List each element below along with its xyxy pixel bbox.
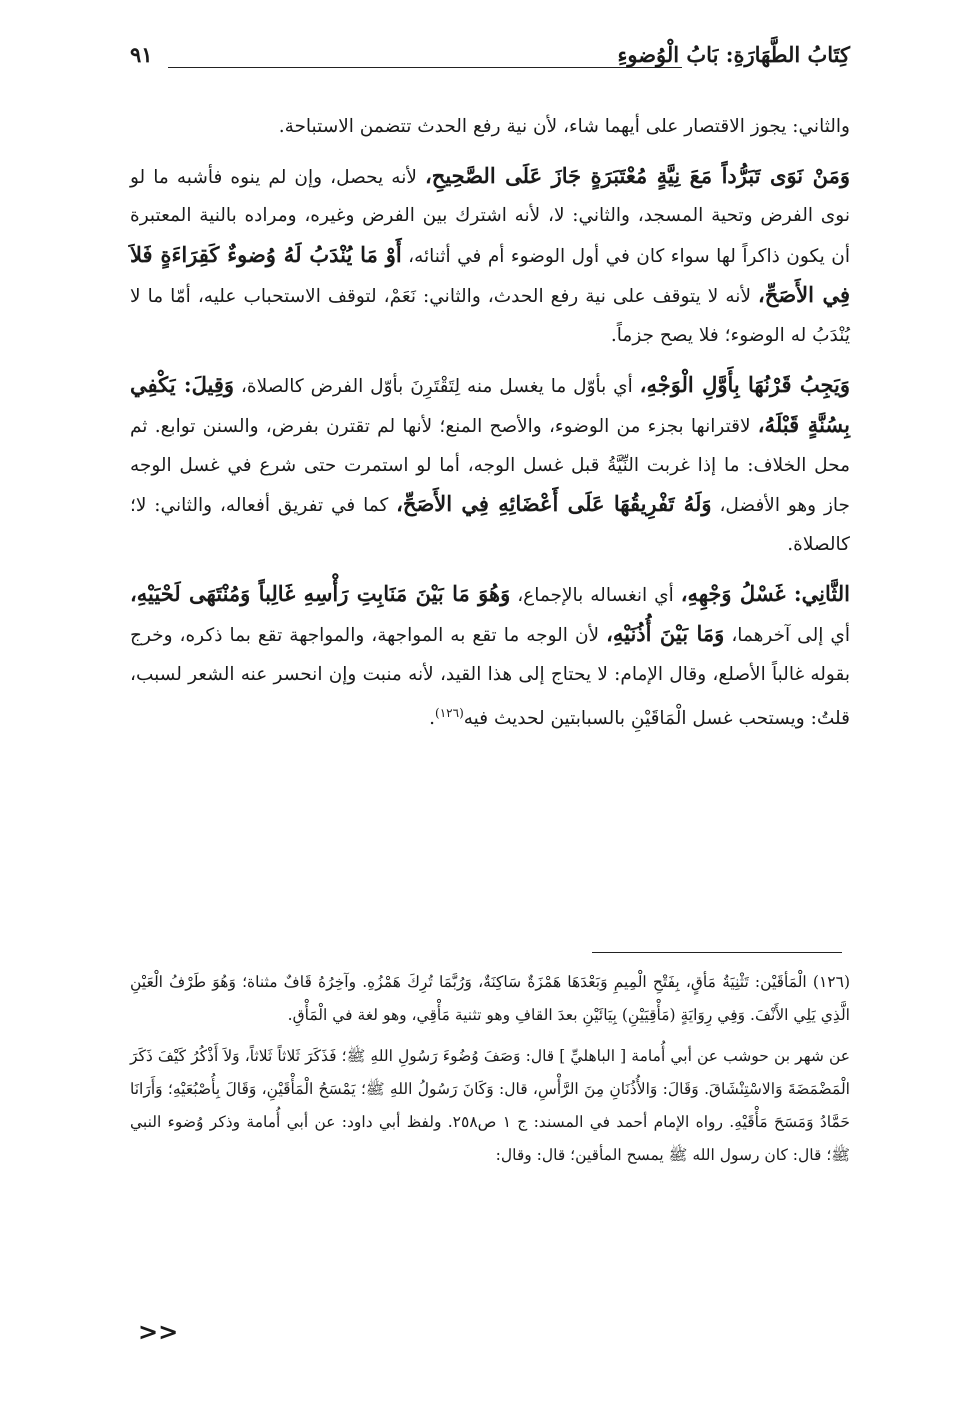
footnote-126: (١٢٦) الْمَأقَيْن: تَثْنِيَةُ مَأقٍ، بِفَتْحِ الْمِيمِ وَبَعْدَهَا هَمْزَةٌ سَاكِنَةٌ، وَرُبَّمَا تُرِكَ هَمْزُهِ. وآخِرُهُ قَافٌ مثناة؛ وَهُوَ طَرْفُ الْعَيْنِ الَّذِي يَلِي الأَنْفَ. وَفِي رِوَايَةٍ (مَأْقِيَيْنِ) بِيَائَيْنِ بعدَ القافِ وهو تثنية مَأْقِي، وهو لغة في الْمَأْقِ. — [130, 973, 850, 1024]
header-rule — [168, 67, 682, 68]
matn-text: أَوْ مَا يُنْدَبُ لَهُ وُضوءٌ كَقِرَاءَةٍ فَلاَ فِي الأَصَحِّ، — [130, 241, 850, 308]
footnotes — [130, 966, 850, 1172]
commentary-text: كما في تفريق أفعاله، والثاني: لا؛ كالصلاة. — [130, 495, 850, 555]
footnote-reference: (١٢٦) — [435, 706, 464, 721]
matn-text: وَهُوَ مَا بَيْنَ مَنَابِتِ رَأْسِهِ غَالِباً وَمُنْتَهَى لَحْيَيْهِ، — [130, 580, 511, 606]
matn-text: وَمَنْ نَوَى تَبَرُّداً مَعَ نِيَّةٍ مُعْتَبَرَةٍ جَازَ عَلَى الصَّحِيحِ، — [424, 162, 851, 188]
commentary-text: أي بأوّل ما يغسل منه لِتَقْتَرِنَ بأوّل الفرض كالصلاة، — [234, 375, 640, 397]
footnote-hadith: عن شهر بن حوشب عن أبي أُمامة [ الباهليِّ ] قال: وَصَفَ وُضُوءَ رَسُولِ اللهِ ﷺ؛ فَذَكَرَ ثَلاثاً ثَلاثاً، وَلاَ أَذْكُرُ كَيْفَ ذَكَرَ الْمَضْمَضَةَ وَالاسْتِنْشَاقَ. وَقَالَ: وَالأُذُنَانِ مِنَ الرَّأْسِ، قال: وَكَانَ رَسُولُ اللهِ ﷺ؛ يَمْسَحُ الْمَأْقَيْنِ، وَقَالَ بِأُصْبُعَيْهِ؛ وَأَرَانَا حَمَّادُ وَمَسَحَ مَأْقَيْهِ. رواه الإمام أحمد في المسند: ج ١ ص٢٥٨. ولفظ أبي داود: عن أبي أُمامة وذكر وُضوء النبي ﷺ؛ قال: كان رسول الله ﷺ يمسح المأقين؛ قال: وقال: — [130, 1047, 851, 1164]
paragraph — [130, 366, 850, 565]
matn-text: وَيَجِبُ قَرْنُهَا بِأَوَّلِ الْوَجْهِ، — [639, 371, 851, 397]
page-number: ٩١ — [130, 42, 153, 67]
commentary-text: أي إلى آخرهما، — [724, 625, 850, 647]
matn-text: وَلَهُ تَفْرِيقُهَا عَلَى أَعْضَائِهِ فِي الأَصَحِّ، — [396, 491, 712, 517]
running-title: كِتَابُ الطَّهَارَةِ: بَابُ الْوُضوءِ — [617, 42, 850, 67]
continuation-mark: << — [138, 1318, 179, 1346]
commentary-text: لأن الوجه ما تقع به المواجهة، والمواجهة تقع بما ذكره، وخرج بقوله غالباً الأصلع، وقال الإمام: لا يحتاج إلى هذا القيد، لأنه منبت وإن انحسر عنه الشعر لسبب، قلتُ: ويستحب غسل الْمَاقَيْنِ بالسبابتين لحديث فيه — [130, 625, 850, 730]
paragraph — [130, 157, 850, 356]
commentary-text: لاقترانها بجزء من الوضوء، والأصح المنع؛ لأنها لم تقترن بفرض، والسنن توابع. ثم محل الخلاف: ما إذا غربت النِّيَّةُ قبل غسل الوجه، أما لو استمرت حتى شرع في غسل الوجه جاز وهو الأفضل، — [130, 416, 850, 517]
matn-text: وَقِيلَ: يَكْفِي بِسُنَّةٍ قَبْلَهُ، — [130, 371, 850, 438]
paragraph — [130, 575, 850, 740]
commentary-text: . — [429, 708, 436, 730]
commentary-text: والثاني: يجوز الاقتصار على أيهما شاء، لأن نية رفع الحدث تتضمن الاستباحة. — [278, 116, 850, 137]
commentary-text: أي انغساله بالإجماع، — [510, 584, 681, 606]
matn-text: الثَّانِي: غَسْلُ وَجْهِهِ، — [680, 580, 850, 606]
main-text — [130, 108, 850, 739]
running-header — [130, 36, 850, 76]
paragraph — [130, 108, 850, 147]
commentary-text: لأنه يحصل، وإن لم ينوه فأشبه ما لو نوى الفرض وتحية المسجد، والثاني: لا، لأنه اشترك بين الفرض وغيره، ومراده بالنية المعتبرة أن يكون ذاكراً لها سواء كان في أول الوضوء أم في أثنائه، — [130, 166, 850, 267]
footnote-rule — [592, 952, 842, 953]
commentary-text: لأنه لا يتوقف على نية رفع الحدث، والثاني: نَعَمْ، لتوقف الاستحباب عليه، أمّا ما لا يُنْدَبُ له الوضوء؛ فلا يصح جزماً. — [130, 286, 850, 346]
matn-text: وَمَا بَيْنَ أُذُنَيْهِ، — [606, 621, 725, 647]
